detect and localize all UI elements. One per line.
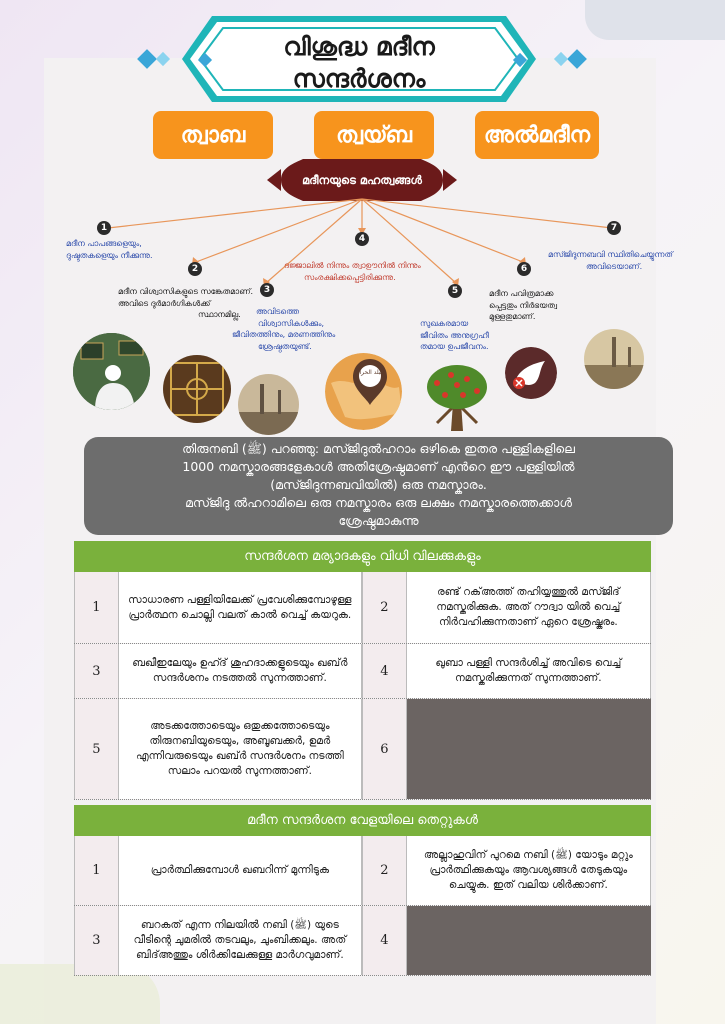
point-number: 5 [448, 284, 462, 298]
hadith-line: (മസ്ജിദുന്നബവിയിൽ) ഒരു നമസ്കാരം. [270, 477, 487, 492]
point-number: 2 [188, 262, 202, 276]
table-row [74, 836, 651, 906]
row-number: 4 [362, 906, 407, 975]
globe-label: البلد الحرام [355, 369, 385, 376]
hadith-box [84, 437, 673, 535]
row-number: 3 [74, 644, 119, 698]
hadith-line: 1000 നമസ്കാരങ്ങളേകാൾ അതിശ്രേഷ്ഠമാണ് എൻറെ ഈ പള്ളിയിൽ [182, 459, 575, 474]
table-title: സന്ദർശന മര്യാദകളും വിധി വിലക്കുകളും [74, 541, 651, 572]
point-number: 4 [355, 232, 369, 246]
importance-header-label: മദീനയുടെ മഹത്വങ്ങൾ [302, 172, 422, 187]
table-cell: സാധാരണ പള്ളിയിലേക്ക് പ്രവേശിക്കുമ്പോഴുള്ള പ്രാർത്ഥന ചൊല്ലി വലത് കാൽ വെച്ച് കയറുക. [119, 572, 362, 643]
point-number: 6 [517, 262, 531, 276]
point-number: 1 [97, 221, 111, 235]
point-number: 3 [260, 283, 274, 297]
row-number: 5 [74, 699, 119, 799]
table-row [74, 699, 651, 800]
point-6-text: മദീന പവിത്രമാക്ക പ്പെട്ടതും നിർഭയത്വ മുള്ളതുമാണ്. [489, 289, 558, 322]
table-cell: ഖുബാ പള്ളി സന്ദർശിച്ച് അവിടെ വെച്ച് നമസ്കരിക്കുന്നത് സുന്നത്താണ്. [407, 644, 651, 698]
table-cell: ബറകത് എന്ന നിലയിൽ നബി (ﷺ) യുടെ വീടിന്റെ ചുമരിൽ തടവലും, ചുംബിക്കലും. അത് ബിദ്അത്തും ശിർക്കിലേക്കുള്ള മാർഗവുമാണ്. [119, 906, 362, 975]
mosque-photo [238, 374, 299, 435]
row-number: 6 [362, 699, 407, 799]
mosque-photo [584, 329, 644, 389]
row-number: 4 [362, 644, 407, 698]
point-2-text: മദീന വിശ്വാസികളുടെ സങ്കേതമാണ്. അവിടെ ദുർമാർഗികൾക്ക് സ്ഥാനമില്ല. [118, 287, 254, 320]
hadith-line: തിരുനബി (ﷺ) പറഞ്ഞു: മസ്ജിദുൽഹറാം ഒഴികെ ഇതര പള്ളികളിലെ [182, 441, 575, 456]
prayer-photo [73, 333, 150, 410]
page-subtitle: സന്ദർശനം [292, 64, 426, 93]
name-tayba: ത്വയ്ബ [314, 111, 434, 159]
empty-cell [407, 699, 651, 799]
table-row [74, 644, 651, 699]
tree-image [423, 363, 491, 431]
etiquette-table [74, 541, 651, 800]
row-number: 2 [362, 572, 407, 643]
table-row [74, 906, 651, 976]
globe-image [325, 353, 402, 430]
name-taba: ത്വാബ [153, 111, 273, 159]
point-number: 7 [607, 221, 621, 235]
hadith-line: ശ്രേഷ്ഠമാകുന്നു [338, 513, 419, 528]
mistakes-table [74, 805, 651, 976]
grille-photo [163, 355, 231, 423]
page-title: വിശുദ്ധ മദീന [283, 32, 435, 61]
table-cell: ബഖീഇലേയും ഉഹ്ദ് ശുഹദാക്കളുടെയും ഖബ്ർ സന്ദർശനം നടത്തൽ സുന്നത്താണ്. [119, 644, 362, 698]
point-5-text: സുഖകരമായ ജീവിതം അനുഗ്രഹീ തമായ ഉപജീവനം. [420, 319, 489, 352]
row-number: 3 [74, 906, 119, 975]
table-cell: അല്ലാഹുവിന് പുറമെ നബി (ﷺ) യോടും മറ്റും പ്രാർത്ഥിക്കുകയും ആവശ്യങ്ങൾ തേടുകയും ചെയ്യുക. ഇത് വലിയ ശിർക്കാണ്. [407, 836, 651, 905]
table-cell: അടക്കത്തോടെയും ഒതുക്കത്തോടെയും തിരുനബിയുടെയും, അബൂബക്കർ, ഉമർ എന്നിവരുടെയും ഖബ്ർ സന്ദർശനം നടത്തി സലാം പറയൽ സുന്നത്താണ്. [119, 699, 362, 799]
hadith-line: മസ്ജിദു ൽഹറാമിലെ ഒരു നമസ്കാരം ഒരു ലക്ഷം നമസ്കാരത്തെക്കാൾ [185, 495, 572, 510]
table-title: മദീന സന്ദർശന വേളയിലെ തെറ്റുകൾ [74, 805, 651, 836]
row-number: 2 [362, 836, 407, 905]
table-cell: രണ്ട് റക്അത്ത് തഹിയ്യത്തുൽ മസ്ജിദ് നമസ്കരിക്കുക. അത് റൗദ്വാ യിൽ വെച്ച് നിർവഹിക്കുന്നതാണ് ഏറെ ശ്രേഷ്കരം. [407, 572, 651, 643]
table-cell: പ്രാർത്ഥിക്കുമ്പോൾ ഖബറിന്ന് മുന്നിടുക [119, 836, 362, 905]
point-3-text: അവിടത്തെ വിശ്വാസികൾക്കും, ജീവിതത്തിനും, മരണത്തിനും ശ്രേഷ്ഠതയുണ്ട്. [232, 307, 336, 351]
point-4-text: ദജ്ജാലിൽ നിന്നും ത്വാഊനിൽ നിന്നും സംരക്ഷിക്കപ്പെട്ടിരിക്കുന്നു. [284, 261, 421, 282]
dove-image [505, 347, 557, 399]
name-almadina: അൽമദീന [475, 111, 599, 159]
row-number: 1 [74, 572, 119, 643]
empty-cell [407, 906, 651, 975]
table-row [74, 572, 651, 644]
point-1-text: മദീന പാപങ്ങളെയും, ദുഷ്ടതകളെയും നീക്കുന്നു. [66, 239, 153, 260]
row-number: 1 [74, 836, 119, 905]
point-7-text: മസ്ജിദുന്നബവി സ്ഥിതിചെയ്യുന്നത് അവിടെയാണ്. [548, 250, 673, 271]
